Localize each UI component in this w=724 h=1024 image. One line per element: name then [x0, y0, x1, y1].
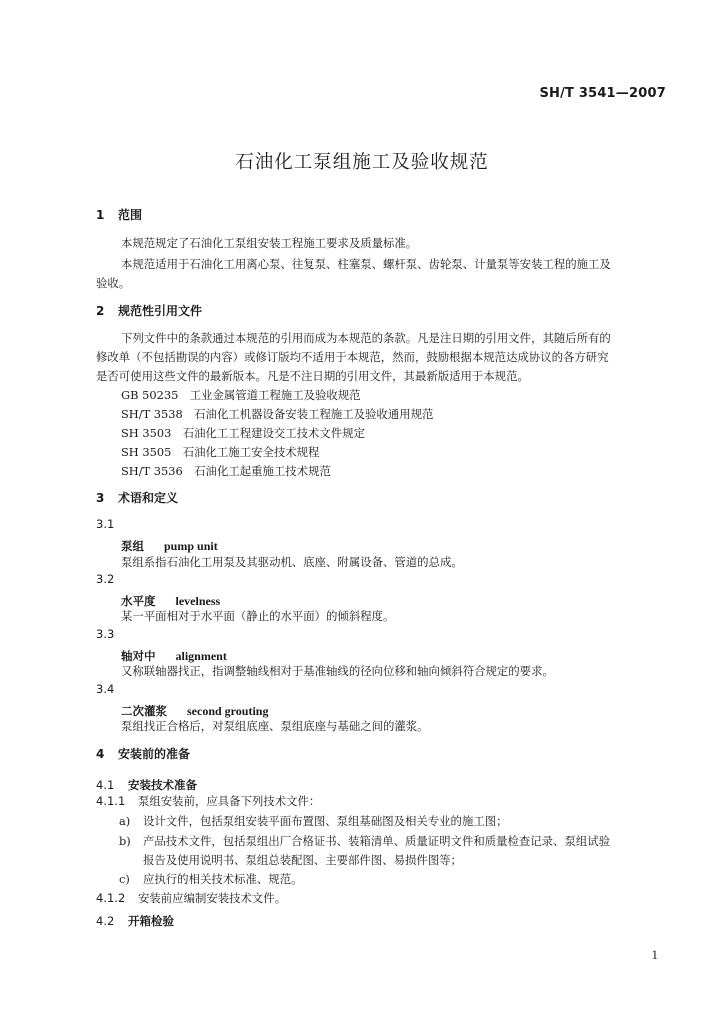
standard-number: SH/T 3541—2007	[539, 86, 666, 101]
section-title: 安装前的准备	[118, 747, 191, 761]
clause-text: 泵组安装前，应具备下列技术文件：	[138, 794, 321, 808]
section-number: 3	[96, 491, 105, 505]
clause-number: 4.1.1	[96, 794, 126, 808]
term-number: 3.2	[96, 572, 115, 586]
clause-number: 4.1.2	[96, 891, 126, 905]
term-number: 3.1	[96, 517, 115, 531]
section-1-heading	[96, 206, 142, 223]
paragraph: 是否可使用这些文件的最新版本。凡是不注日期的引用文件，其最新版适用于本规范。	[96, 369, 529, 383]
paragraph: 下列文件中的条款通过本规范的引用而成为本规范的条款。凡是注日期的引用文件，其随后所有的	[121, 331, 611, 345]
list-text: 设计文件，包括泵组安装平面布置图、泵组基础图及相关专业的施工图；	[143, 814, 508, 828]
list-label: b)	[119, 834, 131, 848]
term-chinese: 轴对中	[121, 649, 156, 663]
section-3-heading	[96, 489, 178, 506]
term-english: pump unit	[164, 539, 218, 553]
clause-4-1-2	[96, 888, 286, 908]
list-text: 产品技术文件，包括泵组出厂合格证书、装箱清单、质量证明文件和质量检查记录、泵组试验	[143, 834, 611, 848]
subsection-title: 开箱检验	[128, 914, 174, 928]
list-item-c	[119, 869, 302, 889]
reference-item: SH/T 3538 石油化工机器设备安装工程施工及验收通用规范	[121, 407, 434, 421]
paragraph: 本规范规定了石油化工泵组安装工程施工要求及质量标准。	[121, 236, 418, 250]
term-number: 3.3	[96, 627, 115, 641]
list-label: a)	[119, 814, 131, 828]
reference-item: SH 3503 石油化工工程建设交工技术文件规定	[121, 426, 365, 440]
term-chinese: 水平度	[121, 594, 156, 608]
list-item-b-continued: 报告及使用说明书、泵组总装配图、主要部件图、易损件图等；	[143, 853, 462, 867]
section-title: 术语和定义	[118, 491, 179, 505]
subsection-title: 安装技术准备	[128, 778, 197, 792]
paragraph: 本规范适用于石油化工用离心泵、往复泵、柱塞泵、螺杆泵、齿轮泵、计量泵等安装工程的施工及	[121, 257, 611, 271]
term-chinese: 泵组	[121, 539, 144, 553]
term-number: 3.4	[96, 682, 115, 696]
term-definition: 又称联轴器找正，指调整轴线相对于基准轴线的径向位移和轴向倾斜符合规定的要求。	[121, 664, 554, 678]
term-definition: 泵组系指石油化工用泵及其驱动机、底座、附属设备、管道的总成。	[121, 555, 463, 569]
clause-text: 安装前应编制安装技术文件。	[138, 891, 287, 905]
section-4-heading	[96, 745, 190, 762]
subsection-4-2-heading	[96, 910, 174, 929]
page-title: 石油化工泵组施工及验收规范	[235, 152, 489, 173]
section-title: 范围	[118, 208, 143, 222]
reference-item: GB 50235 工业金属管道工程施工及验收规范	[121, 388, 361, 402]
term-definition: 某一平面相对于水平面（静止的水平面）的倾斜程度。	[121, 609, 395, 623]
subsection-number: 4.1	[96, 778, 115, 792]
term-english: second grouting	[187, 704, 269, 718]
subsection-number: 4.2	[96, 914, 115, 928]
section-number: 1	[96, 208, 105, 222]
term-chinese: 二次灌浆	[121, 704, 167, 718]
list-text: 应执行的相关技术标准、规范。	[143, 872, 303, 886]
list-item-a	[119, 811, 508, 831]
term-definition: 泵组找正合格后，对泵组底座、泵组底座与基础之间的灌浆。	[121, 719, 429, 733]
reference-item: SH 3505 石油化工施工安全技术规程	[121, 445, 320, 459]
section-title: 规范性引用文件	[118, 304, 203, 318]
section-number: 4	[96, 747, 105, 761]
clause-4-1-1	[96, 791, 320, 811]
section-2-heading	[96, 302, 202, 319]
term-english: alignment	[175, 649, 227, 663]
term-english: levelness	[175, 594, 221, 608]
page-number: 1	[651, 947, 658, 962]
reference-item: SH/T 3536 石油化工起重施工技术规范	[121, 464, 331, 478]
section-number: 2	[96, 304, 105, 318]
paragraph: 修改单（不包括勘误的内容）或修订版均不适用于本规范，然而，鼓励根据本规范达成协议的各方研究	[96, 350, 609, 364]
list-label: c)	[119, 872, 130, 886]
list-item-b	[119, 831, 610, 851]
paragraph: 验收。	[96, 276, 131, 290]
